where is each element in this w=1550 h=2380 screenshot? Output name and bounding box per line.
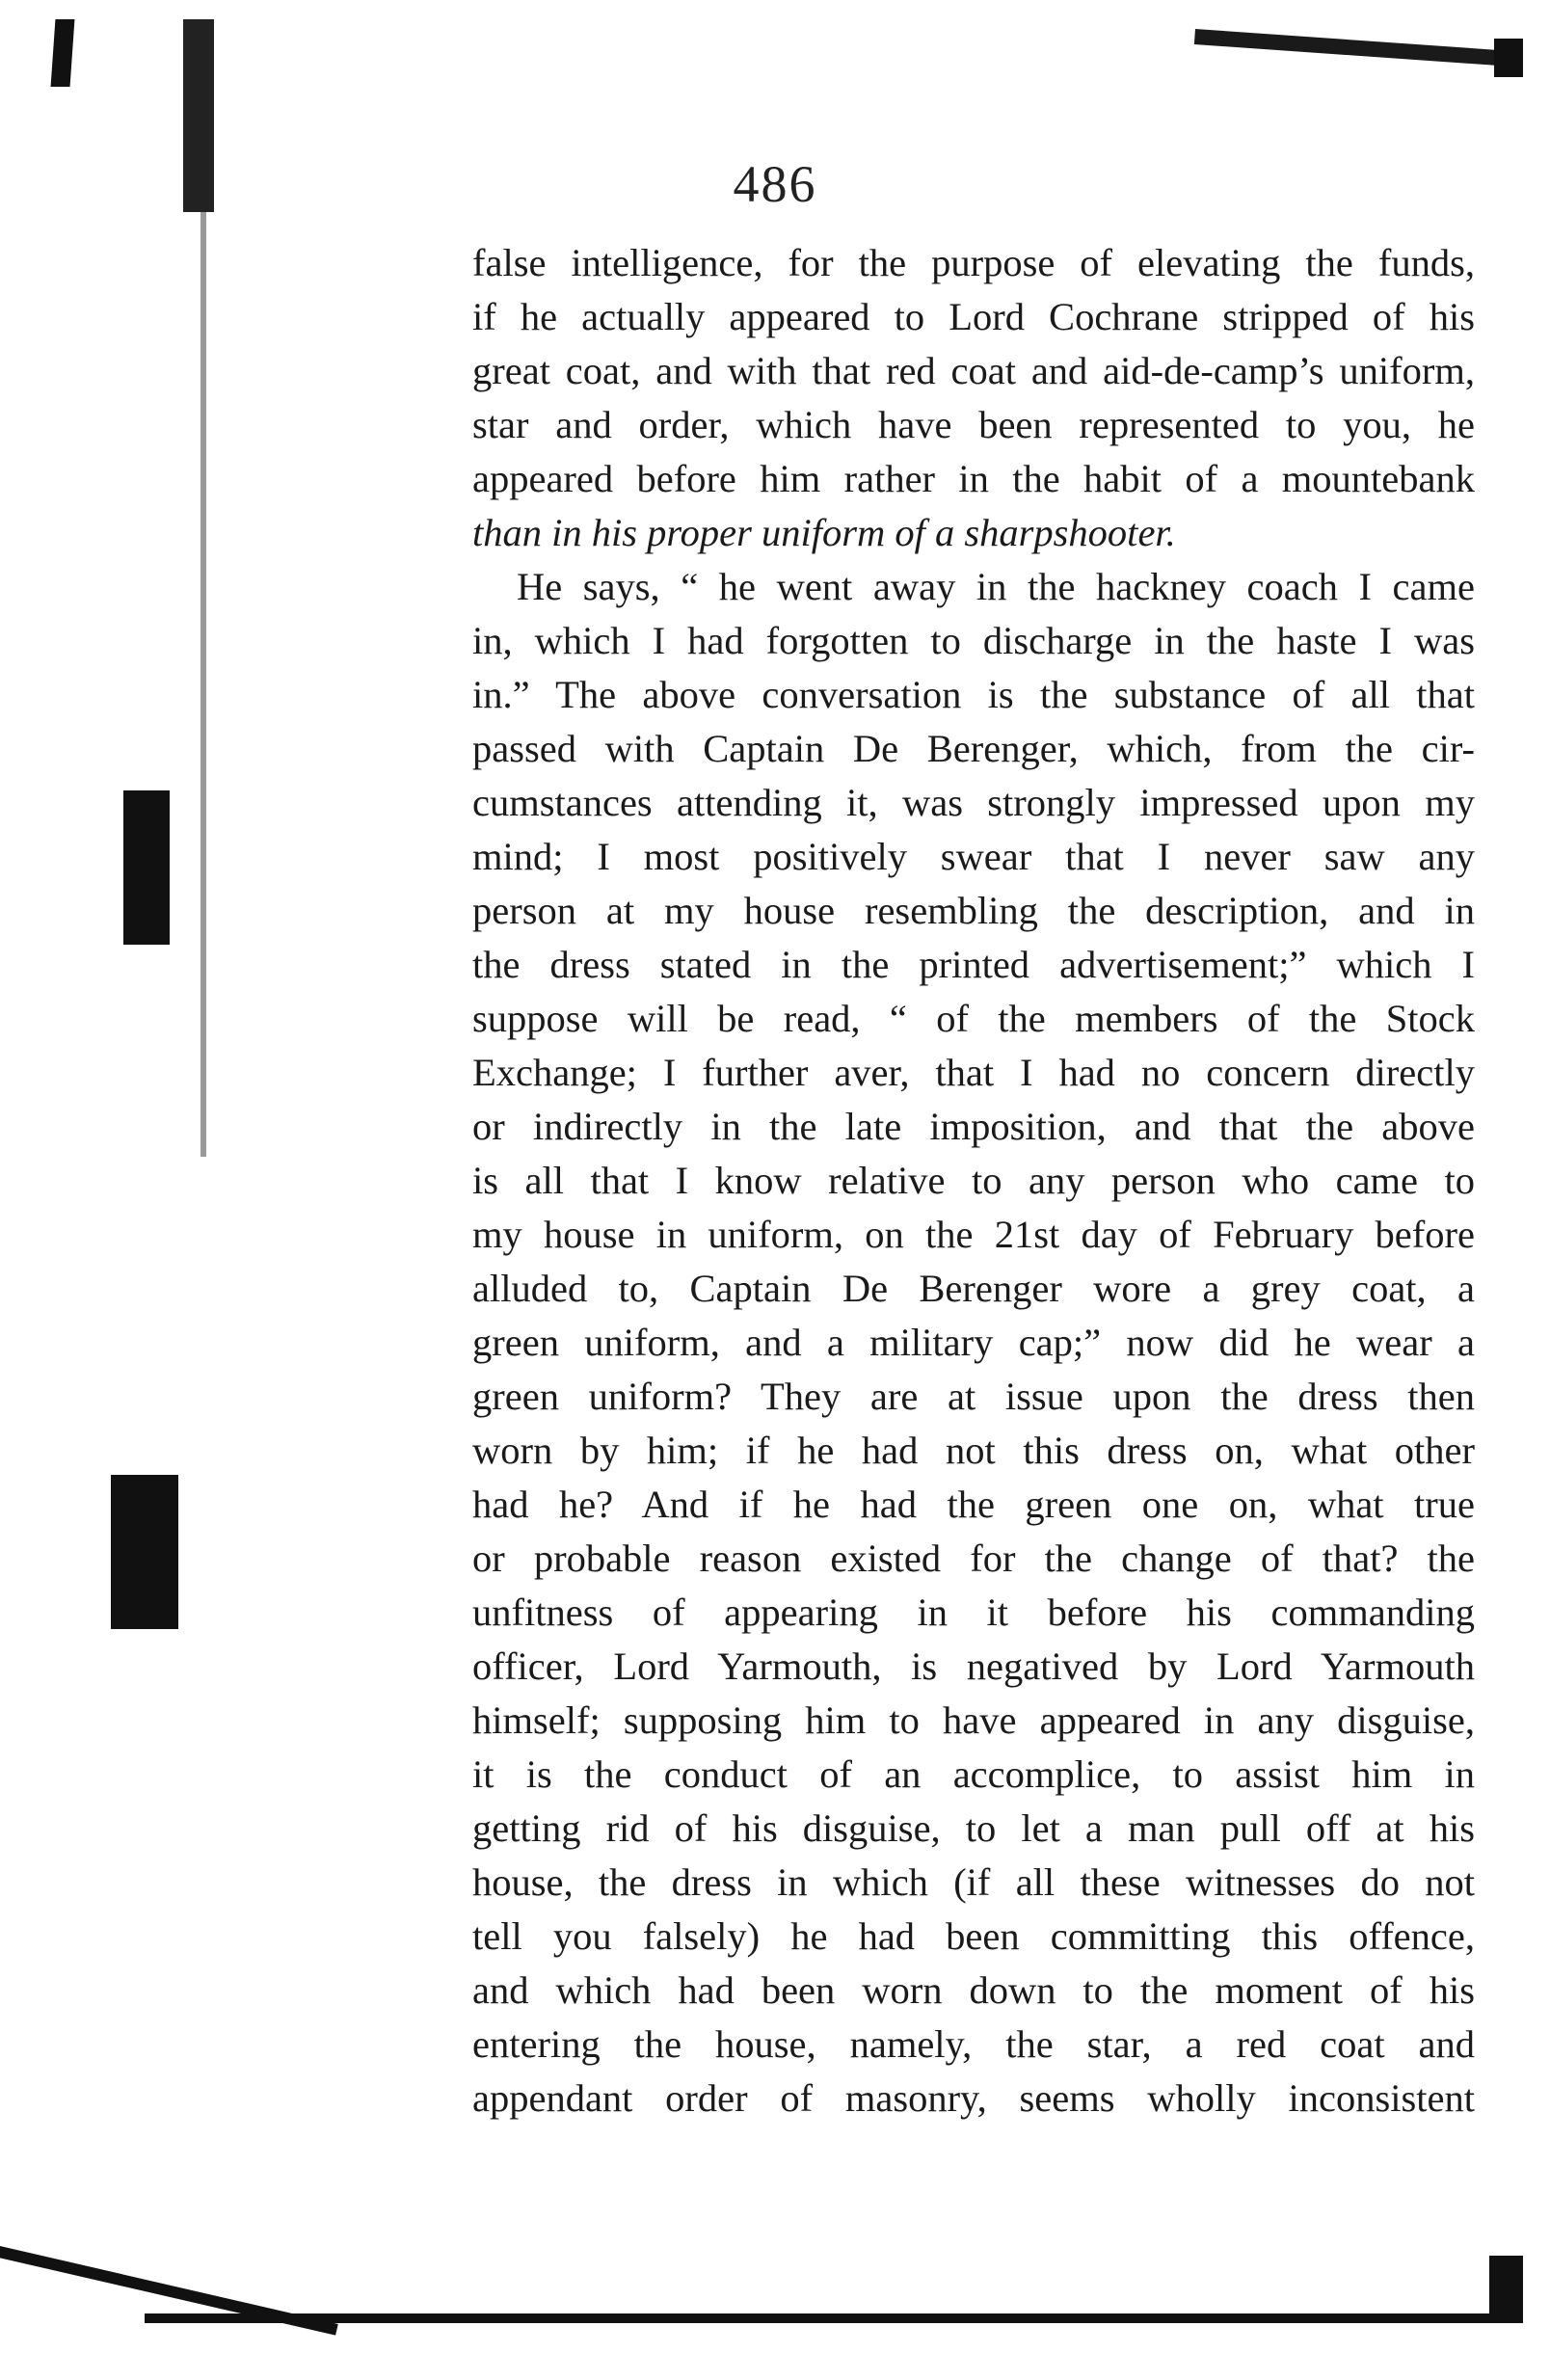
- scan-edge-left-strip: [200, 212, 206, 1157]
- text-line: false intelligence, for the purpose of elevating the funds,: [472, 241, 1475, 284]
- scan-edge-left-block-1: [123, 790, 170, 945]
- text-line: house, the dress in which (if all these witnesses do not: [472, 1860, 1475, 1904]
- text-line: getting rid of his disguise, to let a man pull off at his: [472, 1806, 1475, 1850]
- text-line: or indirectly in the late imposition, and that the above: [472, 1105, 1475, 1148]
- text-line: unfitness of appearing in it before his commanding: [472, 1591, 1475, 1634]
- text-line: my house in uniform, on the 21st day of February before: [472, 1213, 1475, 1256]
- scan-edge-top-right-end: [1494, 39, 1523, 77]
- text-line: Exchange; I further aver, that I had no concern directly: [472, 1051, 1475, 1094]
- text-line: alluded to, Captain De Berenger wore a grey coat, a: [472, 1267, 1475, 1310]
- text-line: in, which I had forgotten to discharge in the haste I was: [472, 619, 1475, 662]
- text-line: the dress stated in the printed advertisement;” which I: [472, 943, 1475, 986]
- page-number: 486: [733, 155, 817, 213]
- text-line: than in his proper uniform of a sharpshooter.: [472, 511, 1176, 554]
- text-line: in.” The above conversation is the substance of all that: [472, 673, 1475, 716]
- text-line: green uniform, and a military cap;” now did he wear a: [472, 1321, 1475, 1364]
- text-line: if he actually appeared to Lord Cochrane stripped of his: [472, 295, 1475, 338]
- text-line: tell you falsely) he had been committing this offence,: [472, 1914, 1475, 1958]
- text-line: He says, “ he went away in the hackney coach I came: [517, 565, 1475, 608]
- text-line: green uniform? They are at issue upon the dress then: [472, 1375, 1475, 1418]
- text-line: it is the conduct of an accomplice, to assist him in: [472, 1752, 1475, 1796]
- scan-edge-top-left: [51, 19, 75, 87]
- text-line: officer, Lord Yarmouth, is negatived by Lord Yarmouth: [472, 1645, 1475, 1688]
- text-line: appeared before him rather in the habit of a mountebank: [472, 457, 1475, 500]
- text-line: had he? And if he had the green one on, what true: [472, 1483, 1475, 1526]
- scan-edge-left-block-2: [111, 1475, 178, 1629]
- scan-edge-top-right: [1194, 29, 1522, 67]
- text-line: himself; supposing him to have appeared in any disguise,: [472, 1698, 1475, 1742]
- text-line: cumstances attending it, was strongly impressed upon my: [472, 781, 1475, 824]
- text-line: great coat, and with that red coat and aid-de-camp’s uniform,: [472, 349, 1475, 392]
- text-line: or probable reason existed for the change of that? the: [472, 1537, 1475, 1580]
- text-line: passed with Captain De Berenger, which, from the cir-: [472, 727, 1475, 770]
- text-line: entering the house, namely, the star, a red coat and: [472, 2022, 1475, 2066]
- text-line: is all that I know relative to any person who came to: [472, 1159, 1475, 1202]
- text-line: worn by him; if he had not this dress on, what other: [472, 1429, 1475, 1472]
- text-line: and which had been worn down to the moment of his: [472, 1968, 1475, 2012]
- text-line: appendant order of masonry, seems wholly inconsistent: [472, 2076, 1475, 2120]
- scan-edge-bottom-right: [1489, 2256, 1523, 2323]
- text-line: person at my house resembling the description, and in: [472, 889, 1475, 932]
- text-line: star and order, which have been represented to you, he: [472, 403, 1475, 446]
- scan-edge-bottom-line: [145, 2313, 1523, 2323]
- text-line: mind; I most positively swear that I never saw any: [472, 835, 1475, 878]
- text-line: suppose will be read, “ of the members of the Stock: [472, 997, 1475, 1040]
